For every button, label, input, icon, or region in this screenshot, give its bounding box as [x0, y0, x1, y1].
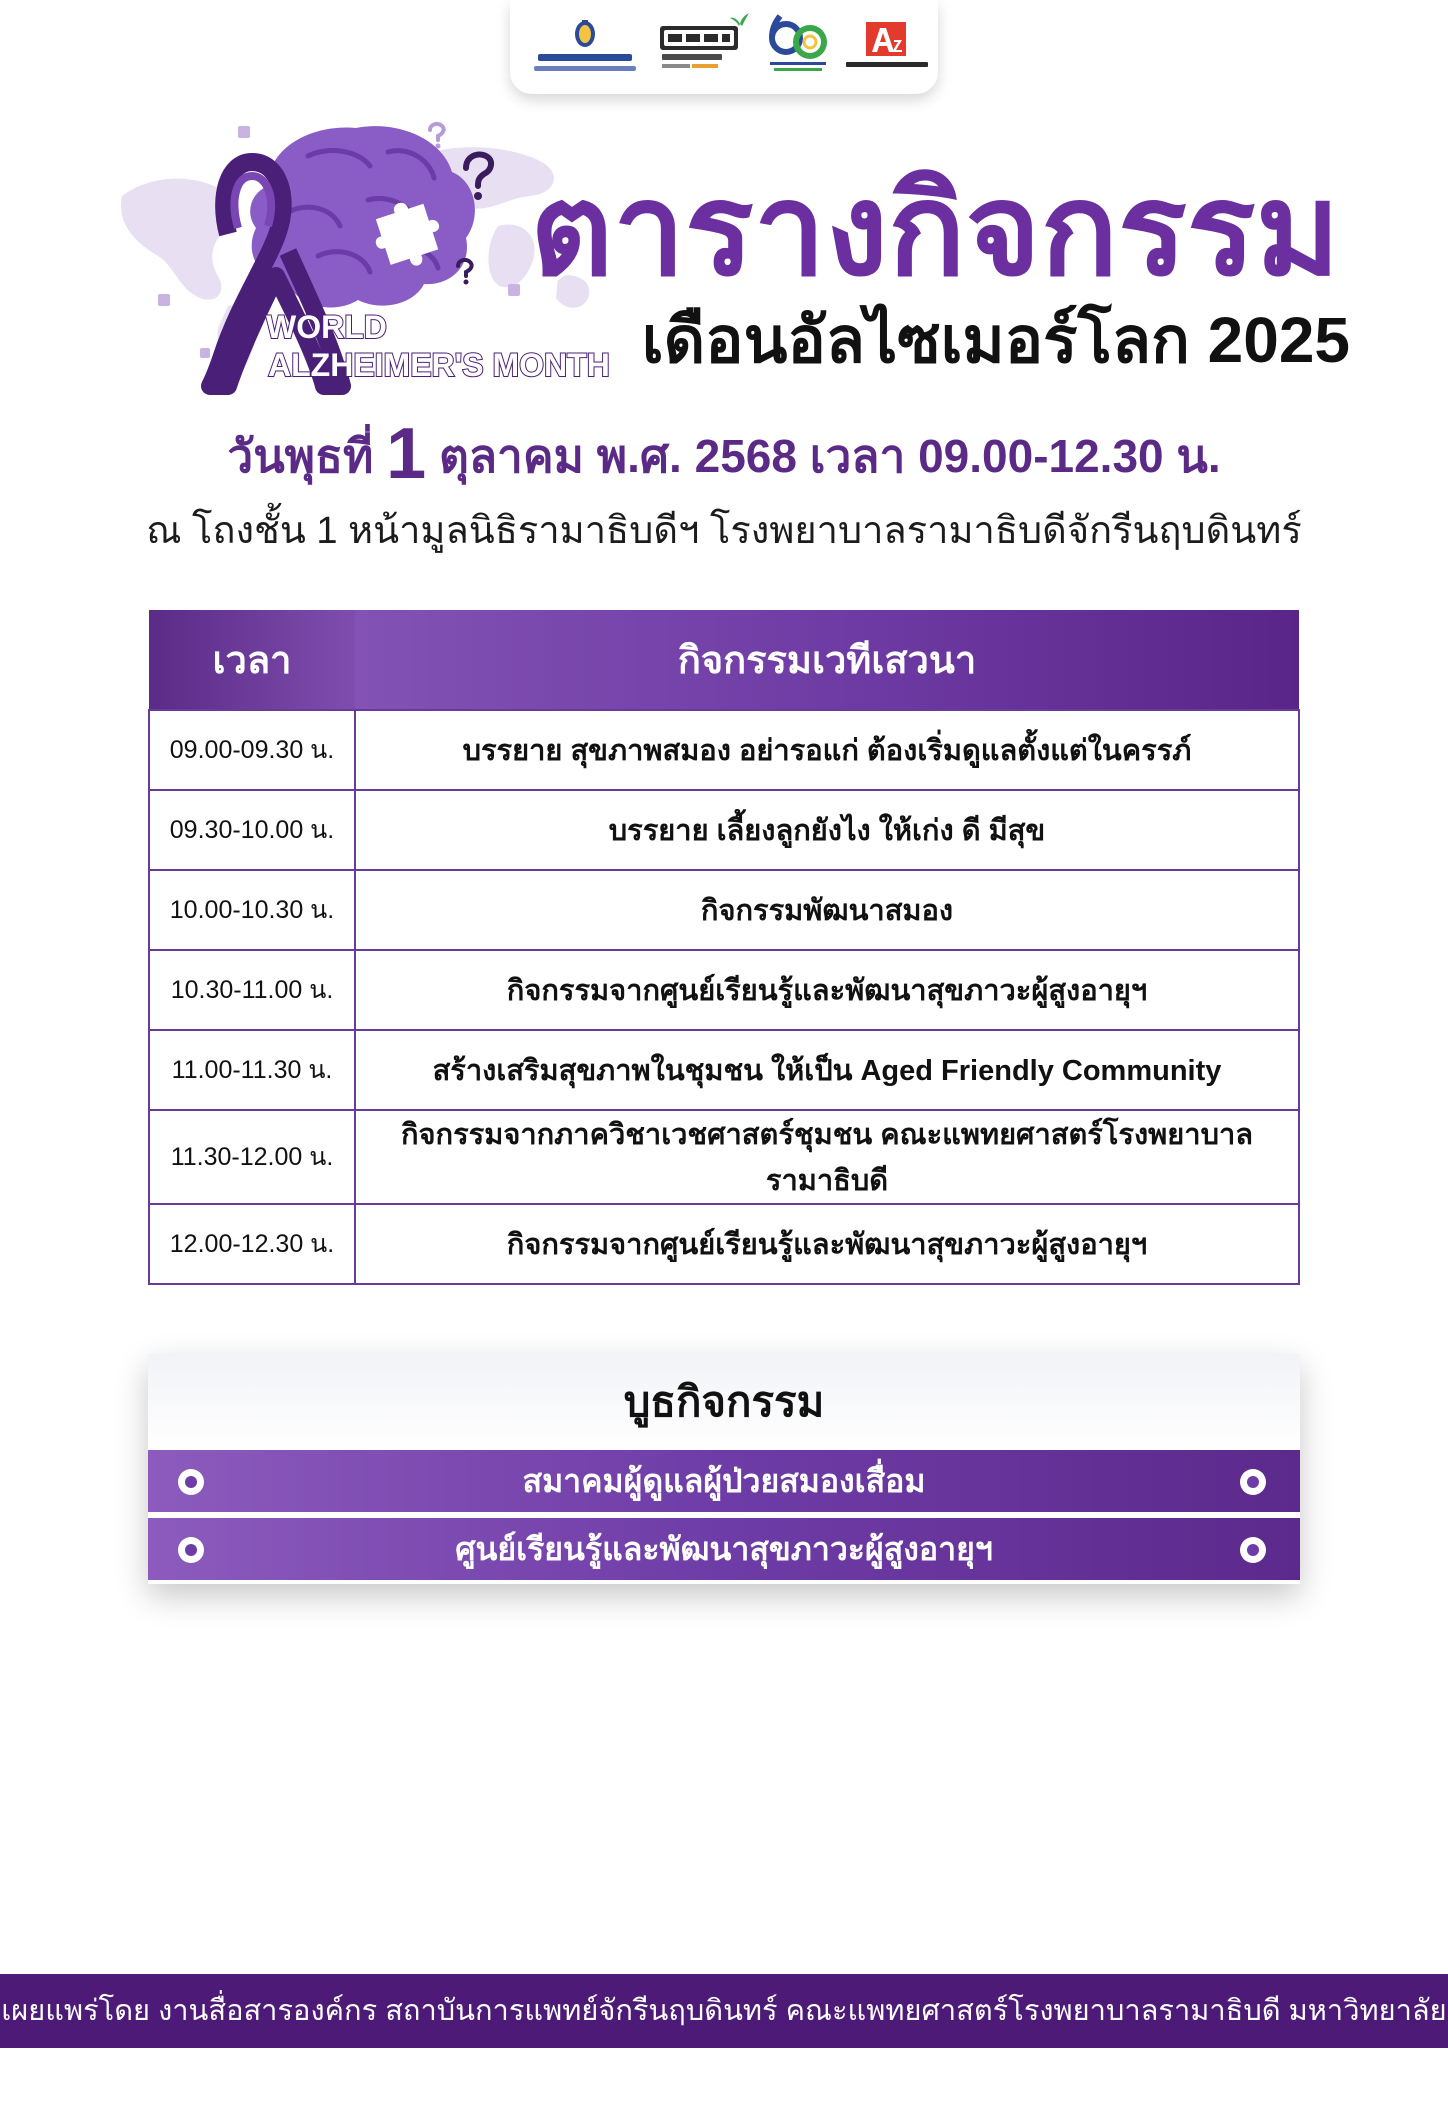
row-time: 09.30-10.00 น. — [149, 790, 355, 870]
svg-text:ALZHEIMER'S MONTH: ALZHEIMER'S MONTH — [268, 347, 610, 383]
row-activity: บรรยาย เลี้ยงลูกยังไง ให้เก่ง ดี มีสุข — [355, 790, 1299, 870]
booth-item-label: ศูนย์เรียนรู้และพัฒนาสุขภาวะผู้สูงอายุฯ — [455, 1531, 993, 1567]
table-row — [149, 870, 1299, 950]
schedule-header-time: เวลา — [149, 610, 355, 710]
row-time: 10.00-10.30 น. — [149, 870, 355, 950]
date-rest: ตุลาคม พ.ศ. 2568 เวลา 09.00-12.30 น. — [438, 430, 1221, 482]
az-center-logo — [844, 20, 930, 74]
schedule-header-row — [149, 610, 1299, 710]
row-activity: กิจกรรมพัฒนาสมอง — [355, 870, 1299, 950]
row-time: 10.30-11.00 น. — [149, 950, 355, 1030]
table-row — [149, 1030, 1299, 1110]
row-time: 11.00-11.30 น. — [149, 1030, 355, 1110]
table-row — [149, 710, 1299, 790]
publisher-footer: เผยแพร่โดย งานสื่อสารองค์กร สถาบันการแพทย์จักรีนฤบดินทร์ คณะแพทยศาสตร์โรงพยาบาลรามาธิบดี มหาวิทยาลัยมหิดล — [0, 1974, 1448, 2048]
booth-section — [148, 1354, 1300, 1584]
schedule-table — [148, 610, 1300, 1285]
page-subtitle: เดือนอัลไซเมอร์โลก 2025 — [641, 304, 1350, 376]
table-row — [149, 790, 1299, 870]
table-row — [149, 950, 1299, 1030]
row-activity: บรรยาย สุขภาพสมอง อย่ารอแก่ ต้องเริ่มดูแลตั้งแต่ในครรภ์ — [355, 710, 1299, 790]
booth-item — [148, 1518, 1300, 1580]
cnmi-ramathibodi-logo — [658, 12, 750, 74]
date-day: 1 — [386, 414, 427, 494]
event-date — [0, 414, 1448, 494]
row-activity: กิจกรรมจากศูนย์เรียนรู้และพัฒนาสุขภาวะผู้สูงอายุฯ — [355, 950, 1299, 1030]
partner-logo-bar — [510, 0, 938, 94]
booth-item-label: สมาคมผู้ดูแลผู้ป่วยสมองเสื่อม — [522, 1463, 926, 1499]
bullet-icon — [178, 1537, 204, 1563]
booth-title: บูธกิจกรรม — [148, 1354, 1300, 1450]
bullet-icon — [1240, 1537, 1266, 1563]
date-prefix: วันพุธที่ — [227, 430, 374, 482]
bullet-icon — [178, 1469, 204, 1495]
row-activity: กิจกรรมจากภาควิชาเวชศาสตร์ชุมชน คณะแพทยศาสตร์โรงพยาบาลรามาธิบดี — [355, 1110, 1299, 1204]
schedule-header-activity: กิจกรรมเวทีเสวนา — [355, 610, 1299, 710]
bullet-icon — [1240, 1469, 1266, 1495]
row-time: 09.00-09.30 น. — [149, 710, 355, 790]
svg-text:ตารางกิจกรรม: ตารางกิจกรรม — [530, 159, 1340, 302]
row-activity: กิจกรรมจากศูนย์เรียนรู้และพัฒนาสุขภาวะผู้สูงอายุฯ — [355, 1204, 1299, 1284]
table-row — [149, 1110, 1299, 1204]
booth-item — [148, 1450, 1300, 1512]
event-venue: ณ โถงชั้น 1 หน้ามูลนิธิรามาธิบดีฯ โรงพยาบาลรามาธิบดีจักรีนฤบดินทร์ — [146, 510, 1302, 552]
row-time: 11.30-12.00 น. — [149, 1110, 355, 1204]
table-row — [149, 1204, 1299, 1284]
page-title — [530, 150, 1340, 302]
svg-text:WORLD: WORLD — [266, 309, 387, 345]
row-activity: สร้างเสริมสุขภาพในชุมชน ให้เป็น Aged Friendly Community — [355, 1030, 1299, 1110]
mahidol-logo — [530, 16, 640, 78]
row-time: 12.00-12.30 น. — [149, 1204, 355, 1284]
anniversary-60-logo — [764, 10, 832, 74]
